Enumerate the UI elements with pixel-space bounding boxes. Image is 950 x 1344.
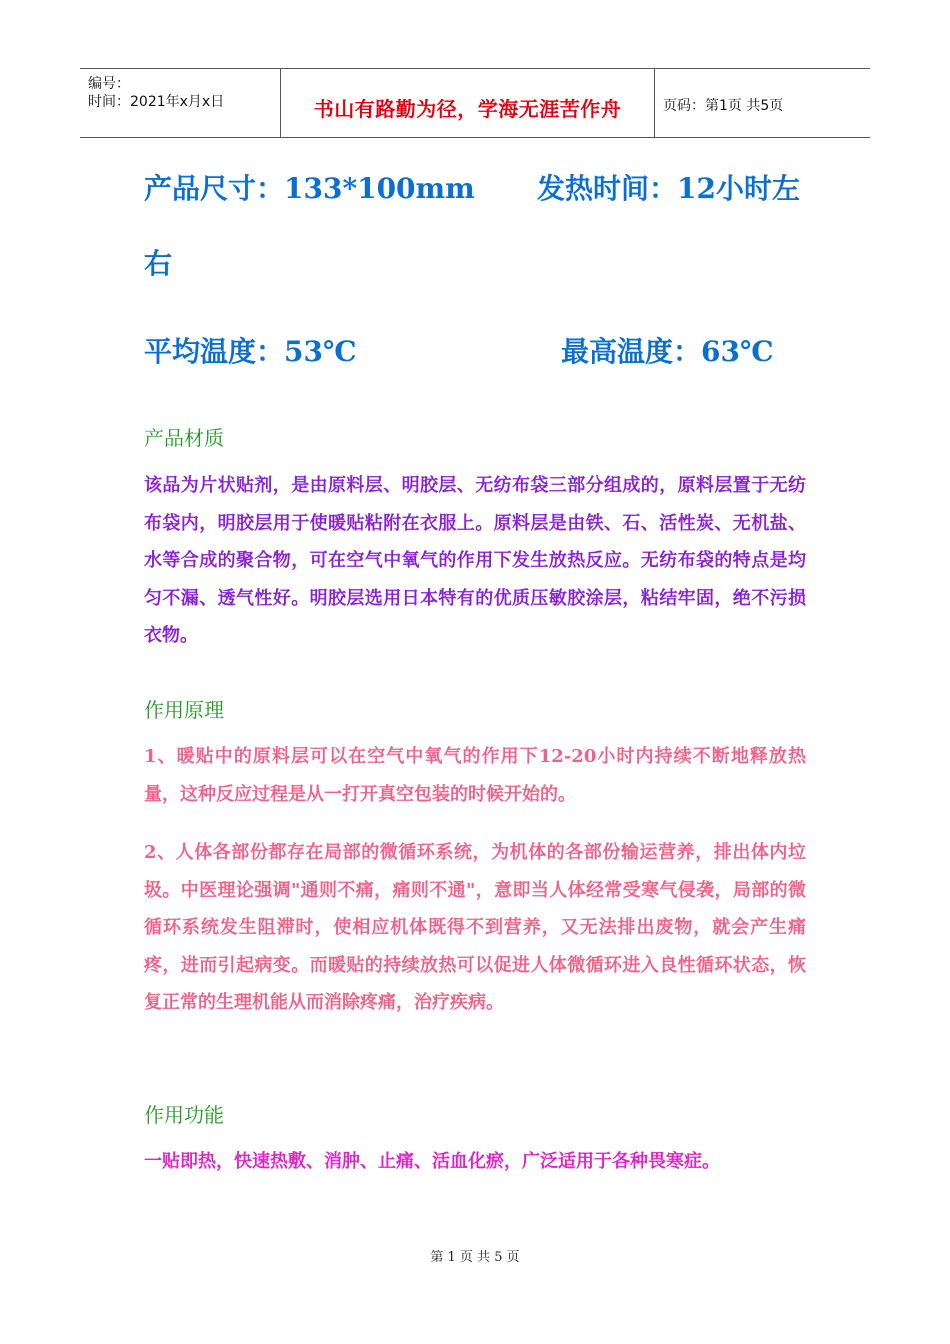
document-header [80,68,870,138]
principle-heading: 作用原理 [144,698,224,722]
header-motto: 书山有路勤为径，学海无涯苦作舟 [313,97,622,121]
spec-max-temp: 最高温度：63℃ [561,335,774,368]
function-heading: 作用功能 [144,1103,224,1127]
function-paragraph: 一贴即热，快速热敷、消肿、止痛、活血化瘀，广泛适用于各种畏寒症。 [144,1151,720,1172]
header-meta-cell [80,69,280,137]
principle-paragraph-1: 1、暖贴中的原料层可以在空气中氧气的作用下12-20小时内持续不断地释放热量，这种反应过程是从一打开真空包装的时候开始的。 [144,746,806,805]
number-label: 编号： [88,76,130,92]
page-footer: 第 1 页 共 5 页 [430,1250,520,1265]
material-paragraph: 该品为片状贴剂，是由原料层、明胶层、无纺布袋三部分组成的，原料层置于无纺布袋内，明胶层用于使暖贴粘附在衣服上。原料层是由铁、石、活性炭、无机盐、水等合成的聚合物，可在空气中氧气的作用下发生放热反应。无纺布袋的特点是均匀不漏、透气性好。明胶层选用日本特有的优质压敏胶涂层，粘结牢固，绝不污损衣物。 [144,475,806,646]
spec-heat-time: 发热时间：12小时左 [537,172,800,205]
date-label: 时间：2021年x月x日 [88,94,225,110]
header-page-info: 页码：第1页 共5页 [663,98,784,114]
header-page-cell [655,69,870,137]
principle-paragraph-2: 2、人体各部份都存在局部的微循环系统，为机体的各部份输运营养，排出体内垃圾。中医理论强调"通则不痛，痛则不通"，意即当人体经常受寒气侵袭，局部的微循环系统发生阻滞时，使相应机体既得不到营养，又无法排出废物，就会产生痛疼，进而引起病变。而暖贴的持续放热可以促进人体微循环进入良性循环状态，恢复正常的生理机能从而消除疼痛，治疗疾病。 [144,842,806,1013]
spec-heat-time-continued: 右 [144,247,173,280]
spec-size: 产品尺寸：133*100mm [144,172,475,205]
header-motto-cell [280,69,655,137]
spec-avg-temp: 平均温度：53℃ [144,335,357,368]
material-heading: 产品材质 [144,426,224,450]
